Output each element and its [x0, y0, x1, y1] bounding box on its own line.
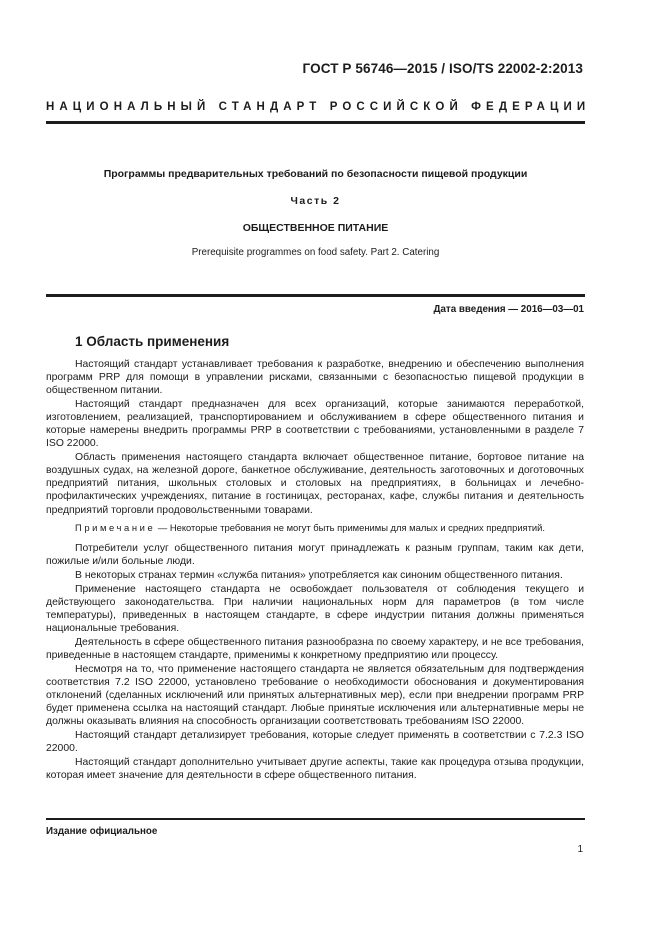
english-title: Prerequisite programmes on food safety. Part 2. Catering [191, 247, 440, 258]
document-subtitle: ОБЩЕСТВЕННОЕ ПИТАНИЕ [242, 222, 389, 234]
paragraph: Настоящий стандарт предназначен для всех организаций, которые занимаются переработкой, изготовлением, реализацией, транспортированием и обслуживанием в сфере общественного питания и которые намерены внедрить программы PRP в соответствии с требованиями, установленными в разделе 7 ISO 22000. [46, 399, 584, 450]
paragraph: Потребители услуг общественного питания могут принадлежать к разным группам, таким как дети, пожилые и/или больные люди. [46, 542, 584, 567]
edition-label: Издание официальное [46, 826, 158, 837]
section-heading: 1 Область применения [75, 334, 230, 349]
paragraph: Настоящий стандарт детализирует требования, которые следует применять в соответствии с 7.2.3 ISO 22000. [46, 730, 584, 755]
paragraph: В некоторых странах термин «служба питания» употребляется как синоним общественного питания. [75, 569, 563, 581]
document-title: Программы предварительных требований по безопасности пищевой продукции [103, 168, 528, 180]
page-number: 1 [577, 844, 583, 855]
introduction-date: Дата введения — 2016—03—01 [433, 304, 584, 315]
paragraph: Несмотря на то, что применение настоящего стандарта не является обязательным для подтверждения соответствия 7.2 ISO 22000, установлено требование о необходимости обоснования и документирования отклонений (сделанных исключений или принятых альтернативных мер), если при внедрении программ PRP будет применена ссылка на настоящий стандарт. Любые принятые исключения или альтернативные меры не должны оказывать влияния на способность организации соответствовать требованиям ISO 22000. [46, 664, 584, 728]
document-part: Часть 2 [290, 195, 341, 207]
paragraph: Область применения настоящего стандарта включает общественное питание, бортовое питание на воздушных судах, на железной дороге, банкетное обслуживание, деятельность заготовочных и доготовочных предприятий питания, школьных столовых и столовых на предприятиях, в больницах и лечебно-профилактических учреждениях, питание в гостиницах, ресторанах, кафе, службы питания и деятельность предприятий торговли продовольственными товарами. [46, 452, 584, 516]
paragraph: Деятельность в сфере общественного питания разнообразна по своему характеру, и не все требования, приведенные в настоящем стандарте, применимы к конкретному предприятию или процессу. [46, 636, 584, 661]
section-body [46, 358, 584, 783]
document-code: ГОСТ Р 56746—2015 / ISO/TS 22002-2:2013 [302, 61, 583, 76]
national-standard-heading: НАЦИОНАЛЬНЫЙ СТАНДАРТ РОССИЙСКОЙ ФЕДЕРАЦИИ [46, 101, 591, 113]
top-divider [46, 121, 585, 124]
note-label: Примечание [75, 521, 156, 533]
title-divider [46, 294, 585, 297]
note-text: — Некоторые требования не могут быть применимы для малых и средних предприятий. [155, 521, 545, 533]
paragraph: Применение настоящего стандарта не освобождает пользователя от соблюдения текущего и действующего законодательства. При наличии национальных норм для параметров (в том числе температуры), приведенных в настоящем стандарте, в сфере индустрии питания должны применяться национальные требования. [46, 583, 584, 634]
footer-divider [46, 818, 585, 820]
paragraph: Настоящий стандарт устанавливает требования к разработке, внедрению и обеспечению выполнения программ PRP для помощи в управлении рисками, связанными с безопасностью пищевой продукции в общественном питании. [46, 359, 584, 397]
note [46, 521, 584, 534]
paragraph: Настоящий стандарт дополнительно учитывает другие аспекты, такие как процедура отзыва продукции, которая имеет значение для деятельности в сфере общественного питания. [46, 757, 584, 782]
